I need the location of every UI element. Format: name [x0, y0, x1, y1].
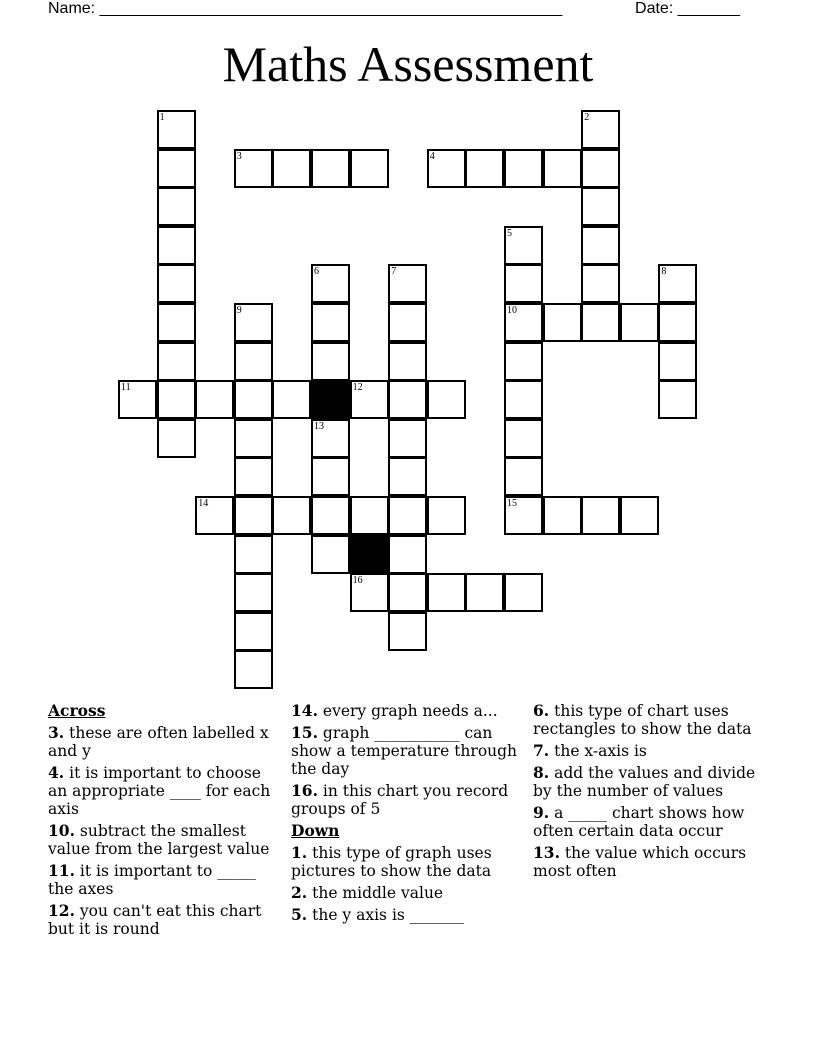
clue-item: [533, 764, 773, 800]
clue-item: [291, 844, 527, 880]
clue-number: 12.: [48, 901, 75, 920]
grid-cell[interactable]: [157, 264, 196, 303]
clue-item: [533, 804, 773, 840]
cell-number: 7: [391, 266, 397, 278]
grid-cell[interactable]: [388, 496, 427, 535]
grid-cell[interactable]: [272, 380, 311, 419]
clue-text: the x-axis is: [554, 742, 647, 760]
grid-cell[interactable]: [427, 380, 466, 419]
black-cell: [350, 535, 389, 574]
cell-number: 3: [236, 150, 242, 162]
grid-cell[interactable]: [465, 573, 504, 612]
clue-text: it is important to choose an appropriate ____ for each axis: [48, 764, 271, 818]
page-title: Maths Assessment: [222, 36, 594, 92]
grid-cell[interactable]: [581, 264, 620, 303]
clue-column-1: [48, 702, 284, 942]
grid-cell[interactable]: [311, 303, 350, 342]
grid-cell[interactable]: [388, 303, 427, 342]
grid-cell[interactable]: [427, 496, 466, 535]
grid-cell[interactable]: [311, 342, 350, 381]
name-field[interactable]: Name: ____________________________________________________: [48, 0, 563, 17]
clue-column-3: [533, 702, 773, 884]
clue-heading-down: Down: [291, 821, 340, 840]
grid-cell[interactable]: [388, 612, 427, 651]
clue-text: subtract the smallest value from the largest value: [48, 822, 270, 858]
clue-text: it is important to _____ the axes: [48, 862, 257, 898]
grid-cell[interactable]: [581, 187, 620, 226]
grid-cell[interactable]: [234, 496, 273, 535]
grid-cell[interactable]: [543, 149, 582, 188]
clue-item: [533, 844, 773, 880]
clue-number: 4.: [48, 763, 65, 782]
grid-cell[interactable]: [388, 380, 427, 419]
clue-column-2: [291, 702, 527, 928]
clue-text: add the values and divide by the number of values: [533, 764, 756, 800]
grid-cell[interactable]: [581, 149, 620, 188]
grid-cell[interactable]: [234, 380, 273, 419]
grid-cell[interactable]: [195, 380, 234, 419]
cell-number: 10: [507, 305, 517, 316]
cell-number: 4: [429, 150, 435, 162]
grid-cell[interactable]: [234, 457, 273, 496]
clue-number: 14.: [291, 701, 318, 720]
grid-cell[interactable]: [350, 149, 389, 188]
grid-cell[interactable]: [157, 149, 196, 188]
grid-cell[interactable]: [157, 226, 196, 265]
cell-number: 6: [314, 266, 319, 278]
grid-cell[interactable]: [504, 149, 543, 188]
clue-item: [291, 724, 527, 778]
clue-number: 7.: [533, 741, 550, 760]
clue-text: graph ___________ can show a temperature through the day: [291, 724, 518, 778]
clue-number: 13.: [533, 843, 560, 862]
grid-cell[interactable]: [234, 573, 273, 612]
grid-cell[interactable]: [157, 187, 196, 226]
grid-cell[interactable]: [543, 303, 582, 342]
grid-cell[interactable]: [388, 342, 427, 381]
cell-number: 9: [236, 305, 242, 316]
cell-number: 12: [352, 382, 363, 394]
clue-item: [48, 902, 284, 938]
grid-cell[interactable]: [465, 149, 504, 188]
grid-cell[interactable]: [234, 342, 273, 381]
grid-cell[interactable]: [427, 573, 466, 612]
grid-cell[interactable]: [388, 457, 427, 496]
clue-number: 10.: [48, 821, 75, 840]
grid-cell[interactable]: [157, 380, 196, 419]
clue-number: 15.: [291, 723, 318, 742]
cell-number: 2: [584, 112, 590, 123]
clue-item: [48, 724, 284, 760]
clue-text: in this chart you record groups of 5: [291, 782, 509, 818]
clue-item: [291, 906, 527, 924]
grid-cell[interactable]: [504, 573, 543, 612]
cell-number: 11: [121, 382, 131, 394]
clue-text: these are often labelled x and y: [48, 724, 269, 760]
clue-text: the y axis is _______: [312, 906, 465, 924]
cell-number: 14: [198, 498, 209, 509]
clue-text: this type of chart uses rectangles to show the data: [533, 702, 752, 738]
clue-item: [48, 822, 284, 858]
grid-cell[interactable]: [658, 303, 697, 342]
clue-item: [291, 702, 527, 720]
clue-item: [291, 884, 527, 902]
grid-cell[interactable]: [157, 342, 196, 381]
grid-cell[interactable]: [311, 496, 350, 535]
grid-cell[interactable]: [311, 149, 350, 188]
cell-number: 5: [507, 227, 512, 239]
grid-cell[interactable]: [504, 457, 543, 496]
clue-item: [48, 862, 284, 898]
grid-cell[interactable]: [388, 535, 427, 574]
clue-item: [48, 764, 284, 818]
grid-cell[interactable]: [658, 342, 697, 381]
grid-cell[interactable]: [234, 535, 273, 574]
grid-cell[interactable]: [234, 650, 273, 689]
grid-cell[interactable]: [388, 573, 427, 612]
grid-cell[interactable]: [234, 419, 273, 458]
grid-cell[interactable]: [157, 419, 196, 458]
clue-text: the middle value: [312, 884, 444, 902]
grid-cell[interactable]: [234, 612, 273, 651]
grid-cell[interactable]: [620, 303, 659, 342]
grid-cell[interactable]: [311, 535, 350, 574]
clue-number: 9.: [533, 803, 550, 822]
grid-cell[interactable]: [272, 496, 311, 535]
cell-number: 8: [661, 266, 667, 278]
black-cell: [311, 380, 350, 419]
clue-number: 16.: [291, 781, 318, 800]
cell-number: 15: [507, 498, 517, 509]
clue-text: this type of graph uses pictures to show the data: [291, 844, 492, 880]
grid-cell[interactable]: [504, 264, 543, 303]
clue-text: the value which occurs most often: [533, 844, 747, 880]
grid-cell[interactable]: [581, 303, 620, 342]
clue-text: you can't eat this chart but it is round: [48, 902, 262, 938]
cell-number: 16: [352, 575, 363, 587]
clue-item: [533, 742, 773, 760]
clue-text: a _____ chart shows how often certain data occur: [533, 804, 745, 840]
clue-item: [533, 702, 773, 738]
grid-cell[interactable]: [504, 419, 543, 458]
clue-heading-across: Across: [48, 701, 106, 720]
grid-cell[interactable]: [504, 380, 543, 419]
clue-number: 2.: [291, 883, 308, 902]
clue-number: 5.: [291, 905, 308, 924]
clue-number: 3.: [48, 723, 65, 742]
cell-number: 13: [314, 420, 324, 432]
grid-cell[interactable]: [504, 342, 543, 381]
clue-number: 6.: [533, 701, 550, 720]
grid-cell[interactable]: [311, 457, 350, 496]
grid-cell[interactable]: [157, 303, 196, 342]
clue-item: [291, 782, 527, 818]
date-field[interactable]: Date: _______: [635, 0, 740, 17]
grid-cell[interactable]: [388, 419, 427, 458]
grid-cell[interactable]: [620, 496, 659, 535]
grid-cell[interactable]: [543, 496, 582, 535]
grid-cell[interactable]: [658, 380, 697, 419]
clue-text: every graph needs a...: [322, 702, 498, 720]
clue-number: 8.: [533, 763, 550, 782]
cell-number: 1: [159, 112, 165, 123]
clue-number: 11.: [48, 861, 75, 880]
clue-number: 1.: [291, 843, 308, 862]
grid-cell[interactable]: [350, 496, 389, 535]
grid-cell[interactable]: [581, 226, 620, 265]
grid-cell[interactable]: [581, 496, 620, 535]
grid-cell[interactable]: [272, 149, 311, 188]
